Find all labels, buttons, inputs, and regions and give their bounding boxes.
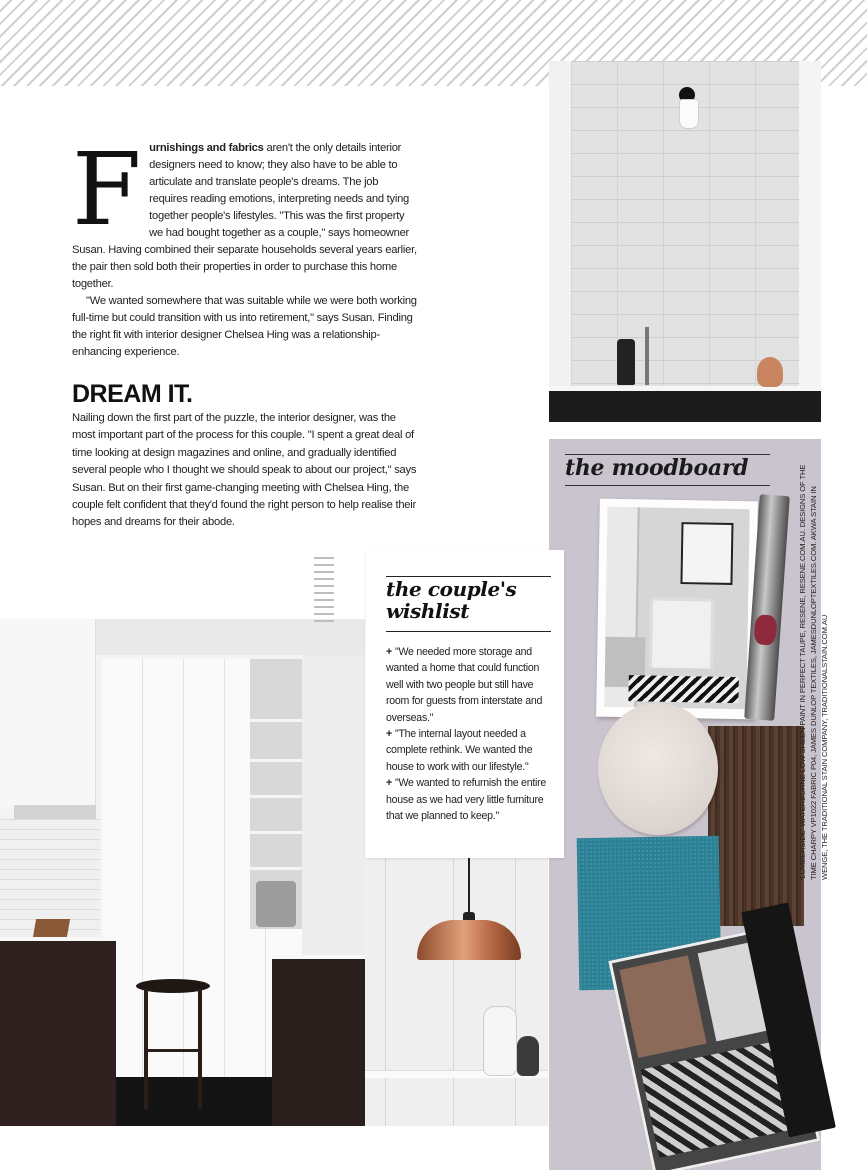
wishlist-title: the couple's wishlist bbox=[386, 577, 517, 623]
notebook-spiral bbox=[314, 552, 334, 622]
moodboard-title: the moodboard bbox=[565, 455, 749, 481]
wishlist-item-text: "We needed more storage and wanted a home that could function well with two people but still have room for guests from interstate and overseas." bbox=[386, 646, 543, 724]
photo-upper-cabinet bbox=[0, 619, 96, 809]
plus-icon: + bbox=[386, 777, 392, 790]
wishlist-item-text: "The internal layout needed a complete rethink. We wanted the house to work with our lifestyle." bbox=[386, 728, 533, 773]
intro-paragraph-1-rest: aren't the only details interior designers need to know; they also have to be able to articulate and translate people's dreams. The job requires reading emotions, interpreting needs and tying together people's lifestyles. "This was the first property we had bought together as a couple," says homeowner Susan. Having combined their separate households several years earlier, the pair then sold both their properties in order to purchase this home together. bbox=[72, 142, 417, 290]
moodboard-photo-inner bbox=[604, 507, 749, 709]
lead-in: urnishings and fabrics bbox=[149, 142, 264, 154]
wall-panel-line bbox=[515, 858, 516, 1126]
photo-right-cabinet bbox=[302, 655, 365, 955]
section-body: Nailing down the first part of the puzzle, the interior designer, was the most important part of the process for this couple. "I spent a great deal of time looking at design magazines and online, and gradually identified several people who I thought we should speak to about our project," says Susan. But on their first game-changing meeting with Chelsea Hing, the couple felt confident that they'd found the right person to help realise their hopes and dreams for their abode. bbox=[72, 412, 417, 529]
moodboard-living-room-photo bbox=[596, 499, 758, 720]
lips-print-icon bbox=[753, 614, 777, 645]
copper-pendant-icon bbox=[417, 920, 521, 960]
photo-wall-right bbox=[799, 61, 821, 422]
stool-footrest bbox=[146, 1049, 200, 1052]
soap-bottle-icon bbox=[617, 339, 635, 385]
moodboard-credits: 'LUMBERSIDE' WATERBORNE LOW SHEEN PAINT IN PERFECT TAUPE, RESENE, RESENE.COM.AU. DESIGNS OF THE TIME CHARPY VP1022 FABRIC P04, JAMES DUNLOP TEXTILES, JAMESDUNLOPTEXTILES.COM. AKWA STAIN IN WENGE, THE TRADITIONAL STAIN COMPANY, TRADITIONALSTAIN.COM.AU bbox=[798, 464, 829, 880]
photo-copper-pendant bbox=[365, 858, 548, 1126]
magazine-image-1 bbox=[619, 955, 706, 1058]
tap-icon bbox=[645, 327, 649, 385]
intro-text bbox=[72, 131, 417, 361]
pendant-cord bbox=[468, 858, 470, 916]
chevron-rug-icon bbox=[628, 675, 738, 703]
intro-paragraph-2: "We wanted somewhere that was suitable while we were both working full-time but could transition with us into retirement," says Susan. Finding the right fit with interior designer Chelsea Hing was a relationship-enhancing experience. bbox=[72, 295, 417, 358]
wall-panel-line bbox=[453, 858, 454, 1126]
black-vase-icon bbox=[517, 1036, 539, 1076]
drop-cap: F bbox=[72, 131, 142, 248]
photo-white-kitchen bbox=[0, 619, 365, 1126]
pantry-shelf bbox=[250, 719, 302, 722]
wishlist-item bbox=[386, 775, 558, 824]
pantry-shelf bbox=[250, 867, 302, 870]
photo-tiled-splashback bbox=[549, 61, 821, 422]
pantry-shelf bbox=[250, 795, 302, 798]
photo-counter-cabinet bbox=[549, 391, 821, 422]
framed-art-icon bbox=[680, 522, 733, 585]
coffee-machine-icon bbox=[256, 881, 296, 927]
wishlist-items bbox=[386, 644, 558, 824]
wall-panel-line bbox=[385, 858, 386, 1126]
lamp-shade-icon bbox=[679, 99, 699, 129]
wishlist-item bbox=[386, 644, 558, 726]
plus-icon: + bbox=[386, 728, 392, 741]
wishlist-item bbox=[386, 726, 558, 775]
marble-vase-icon bbox=[483, 1006, 517, 1076]
fireplace-icon bbox=[649, 598, 714, 669]
wishlist-rule-bottom bbox=[386, 631, 551, 632]
island-left bbox=[0, 941, 116, 1126]
wishlist-item-text: "We wanted to refurnish the entire house as we had very little furniture that we planned to keep." bbox=[386, 777, 547, 823]
copper-watering-can-icon bbox=[757, 357, 783, 387]
photo-wall-left bbox=[549, 61, 571, 422]
wenge-stain-swatch bbox=[708, 726, 804, 926]
section-heading: DREAM IT. bbox=[72, 380, 193, 408]
taupe-paint-swatch bbox=[598, 703, 718, 835]
moodboard-rule-bottom bbox=[565, 485, 770, 486]
pantry-shelf bbox=[250, 759, 302, 762]
pantry-shelf bbox=[250, 831, 302, 834]
island-right bbox=[272, 959, 365, 1126]
plus-icon: + bbox=[386, 646, 392, 658]
